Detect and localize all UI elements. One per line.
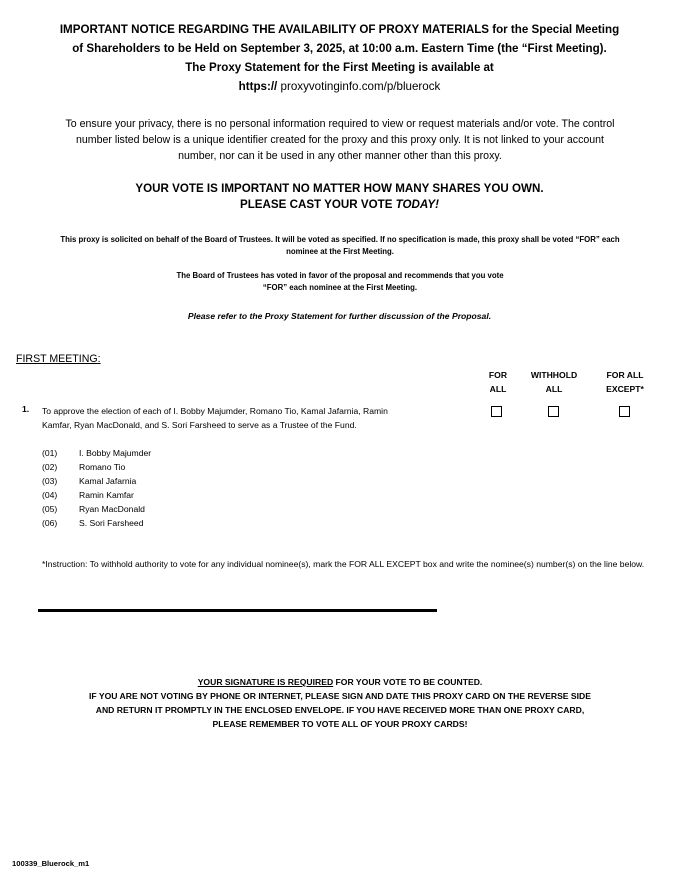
recommend-line-2: “FOR” each nominee at the First Meeting.	[262, 283, 418, 292]
signature-line-3: AND RETURN IT PROMPTLY IN THE ENCLOSED ENVELOPE. IF YOU HAVE RECEIVED MORE THAN ONE PROXY CARD,	[95, 705, 585, 715]
notice-line-1: IMPORTANT NOTICE REGARDING THE AVAILABILITY OF PROXY MATERIALS for the Special Meeting	[59, 23, 620, 36]
nominee-number: (02)	[42, 462, 58, 472]
nominee-number: (01)	[42, 448, 58, 458]
notice-line-2: of Shareholders to be Held on September 3, 2025, at 10:00 a.m. Eastern Time (the “First Meeting).	[72, 42, 607, 55]
signature-line-1-rest: FOR YOUR VOTE TO BE COUNTED.	[333, 677, 483, 687]
proxy-url	[0, 77, 679, 96]
nominee-name: S. Sori Farsheed	[79, 518, 144, 528]
proposal-number: 1.	[22, 404, 30, 414]
signature-notice	[40, 675, 640, 731]
notice-line-3: The Proxy Statement for the First Meeting is available at	[185, 61, 494, 74]
nominee-name: Romano Tio	[79, 462, 126, 472]
notice-header	[0, 20, 679, 96]
for-all-except-checkbox[interactable]	[619, 406, 630, 417]
refer-statement: Please refer to the Proxy Statement for further discussion of the Proposal.	[187, 311, 492, 321]
nominee-number: (06)	[42, 518, 58, 528]
nominee-name: Ramin Kamfar	[79, 490, 134, 500]
solicitation-statement: This proxy is solicited on behalf of the Board of Trustees. It will be voted as specified. If no specification is made, this proxy shall be voted “FOR” each nominee at the First Meeting.	[60, 235, 620, 256]
column-for-all-line-1: FOR	[488, 370, 508, 380]
signature-required: YOUR SIGNATURE IS REQUIRED	[197, 677, 334, 687]
vote-reminder	[0, 181, 679, 213]
nominee-name: I. Bobby Majumder	[79, 448, 152, 458]
signature-line-1	[40, 675, 640, 689]
nominee-number: (03)	[42, 476, 58, 486]
vote-line-2-prefix: PLEASE CAST YOUR VOTE	[239, 198, 396, 211]
document-code: 100339_Bluerock_m1	[12, 859, 90, 868]
column-for-all	[477, 368, 519, 396]
column-for-all-except	[596, 368, 654, 396]
board-recommendation	[60, 270, 620, 294]
url-prefix: https://	[238, 80, 278, 93]
proposal-text: To approve the election of each of I. Bobby Majumder, Romano Tio, Kamal Jafarnia, Ramin Kamfar, Ryan MacDonald, and S. Sori Farsheed to serve as a Trustee of the Fund.	[42, 406, 388, 430]
nominee-number: (04)	[42, 490, 58, 500]
recommend-line-1: The Board of Trustees has voted in favor of the proposal and recommends that you vote	[176, 271, 504, 280]
privacy-notice: To ensure your privacy, there is no personal information required to view or request materials and/or vote. The control number listed below is a unique identifier created for the proxy and this proxy only. It is not linked to your account number, nor can it be used in any other manner other than this proxy.	[65, 118, 615, 162]
section-heading: FIRST MEETING:	[16, 353, 101, 365]
nominee-number: (05)	[42, 504, 58, 514]
vote-today: TODAY!	[395, 198, 440, 211]
withhold-all-checkbox[interactable]	[548, 406, 559, 417]
column-except-line-2: EXCEPT*	[606, 384, 644, 394]
url-link[interactable]: proxyvotinginfo.com/p/bluerock	[280, 80, 441, 93]
nominee-name: Kamal Jafarnia	[79, 476, 137, 486]
column-except-line-1: FOR ALL	[606, 370, 644, 380]
column-withhold-line-1: WITHHOLD	[530, 370, 578, 380]
vote-line-1: YOUR VOTE IS IMPORTANT NO MATTER HOW MANY SHARES YOU OWN.	[135, 182, 544, 195]
nominee-name: Ryan MacDonald	[79, 504, 145, 514]
column-withhold-line-2: ALL	[545, 384, 563, 394]
withhold-instruction: *Instruction: To withhold authority to vote for any individual nominee(s), mark the FOR ALL EXCEPT box and write the nominee(s) number(s) on the line below.	[42, 559, 645, 569]
column-for-all-line-2: ALL	[489, 384, 507, 394]
column-withhold-all	[524, 368, 584, 396]
nominee-number-write-line[interactable]	[38, 609, 437, 612]
vote-line-2	[0, 197, 679, 213]
signature-line-4: PLEASE REMEMBER TO VOTE ALL OF YOUR PROXY CARDS!	[212, 719, 468, 729]
signature-line-2: IF YOU ARE NOT VOTING BY PHONE OR INTERNET, PLEASE SIGN AND DATE THIS PROXY CARD ON THE REVERSE SIDE	[88, 691, 591, 701]
for-all-checkbox[interactable]	[491, 406, 502, 417]
